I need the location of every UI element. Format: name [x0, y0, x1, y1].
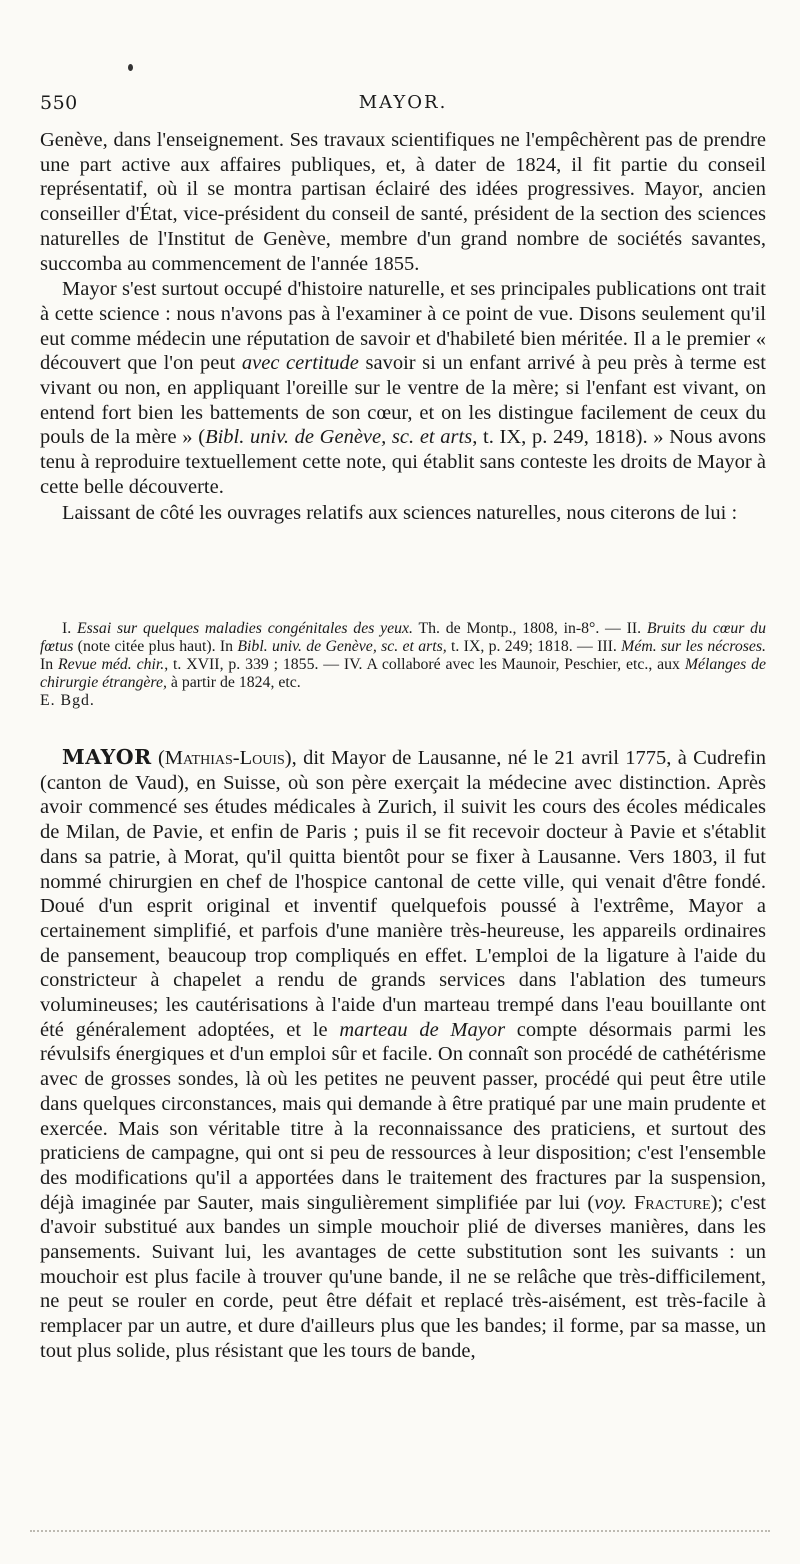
cross-reference: Fracture: [633, 1191, 711, 1214]
text-run: (note citée plus haut). In: [73, 638, 238, 655]
paragraph-career: Genève, dans l'enseignement. Ses travaux scientifiques ne l'empêchèrent pas de prendre une part active aux affaires publiques, et, à dater de 1824, il fit partie du conseil représentatif, où il se montra partisan éclairé des idées progressives. Mayor, ancien conseiller d'État, vice-président du conseil de santé, président de la section des sciences naturelles de l'Institut de Genève, membre d'un grand nombre de sociétés savantes, succomba au commencement de l'année 1855.: [40, 129, 766, 275]
text-run: Mayor s'est surtout occupé d'histoire naturelle, et ses principales publications ont trait à cette science : nous n'avons pas à l'examiner à ce point de vue. Disons seulement qu'il eut comme médecin une réputation de savoir et d'habileté bien méritée. Il a le premier « découvert que l'on peut: [40, 278, 766, 375]
paragraph-discovery: [40, 277, 766, 499]
bottom-dotted-rule: [30, 1524, 770, 1532]
work-title: Essai sur quelques maladies congénitales des yeux.: [76, 620, 414, 637]
entry-headword: MAYOR: [62, 745, 152, 769]
text-run: t. IX, p. 249; 1818. — III.: [446, 638, 622, 655]
text-run: ), dit Mayor de Lausanne, né le 21 avril 1775, à Cudrefin (canton de Vaud), en Suisse, où son père exerçait la médecine avec distinction. Après avoir commencé ses études médicales à Zurich, il suivit les cours des écoles médicales de Milan, de Pavie, et enfin de Paris ; puis il se fit recevoir docteur à Pavie et s'établit dans sa patrie, à Morat, qu'il quitta bientôt pour se fixer à Lausanne. Vers 1803, il fut nommé chirurgien en chef de l'hospice cantonal de cette ville, qui venait d'être fondé. Doué d'un esprit original et inventif quelquefois poussé à l'extrême, Mayor a certainement simplifié, et parfois d'une manière très-heureuse, les appareils ordinaires de pansement, beaucoup trop compliqués en effet. L'emploi de la ligature à l'aide du constricteur à chapelet a rendu de grands services dans l'ablation des tumeurs volumineuses; les cautérisations à l'aide d'un marteau trempé dans l'eau bouillante ont été généralement adoptées, et le: [40, 747, 766, 1041]
text-run: compte désormais parmi les révulsifs énergiques et d'un emploi sûr et facile. On connaît son procédé de cathétérisme avec de grosses sondes, là où les petites ne peuvent passer, procédé qui peut être utile dans quelques circonstances, mais qui demande à être pratiqué par une main prudente et exercée. Mais son véritable titre à la reconnaissance des praticiens, et surtout des praticiens de campagne, qui ont si peu de ressources à leur disposition; c'est l'ensemble des modifications qu'il a apportées dans le traitement des fractures par la suspension, déjà imaginée par Sauter, mais singulièrement simplifiée par lui (: [40, 1018, 766, 1214]
article-continuation: [40, 128, 766, 525]
text-run: Th. de Montp., 1808, in-8°. — II.: [413, 620, 647, 637]
work-title: Mélanges de chirurgie étrangère,: [40, 656, 766, 691]
italic-phrase: avec certitude: [241, 352, 359, 375]
text-run: , t. XVII, p. 339 ; 1855. — IV. A collaboré avec les Maunoir, Peschier, etc., aux: [164, 656, 685, 673]
journal-title: Revue méd. chir.: [58, 656, 165, 673]
journal-title: Bibl. univ. de Genève, sc. et arts,: [237, 638, 447, 655]
entry-given-names: Mathias-Louis: [164, 747, 285, 769]
text-run: savoir si un enfant arrivé à peu près à terme est vivant ou non, en appliquant l'oreille sur le ventre de la mère; si l'enfant est vivant, on entend fort bien les battements de son cœur, et on les distingue facilement de ceux du pouls de la mère » (: [40, 352, 766, 449]
ink-speck: [128, 64, 133, 71]
bibliography-list: [40, 620, 766, 692]
work-title: Mém. sur les nécroses.: [621, 638, 766, 655]
italic-phrase: marteau de Mayor: [339, 1018, 506, 1041]
text-run: à partir de 1824, etc.: [166, 674, 301, 691]
work-title: Bruits du cœur du fœtus: [40, 620, 766, 655]
text-run: I.: [62, 620, 77, 637]
page-header: [40, 92, 766, 120]
text-run: , t. IX, p. 249, 1818). » Nous avons tenu à reproduire textuellement cette note, qui établit sans conteste les droits de Mayor à cette belle découverte.: [40, 426, 766, 498]
paragraph-works-intro: Laissant de côté les ouvrages relatifs aux sciences naturelles, nous citerons de lui :: [62, 501, 738, 524]
running-head: MAYOR.: [358, 92, 448, 113]
author-signature: E. Bgd.: [40, 692, 95, 709]
text-run: ); c'est d'avoir substitué aux bandes un simple mouchoir plié de diverses manières, dans les pansements. Suivant lui, les avantages de cette substitution sont les suivants : un mouchoir est plus facile à trouver qu'une bande, il ne se relâche que très-difficilement, ne peut se rouler en corde, peut être défait et replacé très-aisément, est très-facile à remplacer par un autre, et dure d'ailleurs plus que les bandes; il forme, par sa masse, un tout plus solide, plus résistant que les tours de bande,: [40, 1191, 766, 1362]
italic-phrase: voy.: [594, 1191, 627, 1214]
citation-title: Bibl. univ. de Genève, sc. et arts: [205, 426, 473, 449]
page-number: 550: [40, 92, 78, 114]
new-entry-mayor-lausanne: [40, 745, 766, 1364]
entry-paragraph: MAYOR (Mathias-Louis), dit Mayor de Lausanne, né le 21 avril 1775, à Cudrefin (canton de Vaud), en Suisse, où son père exerçait la médecine avec distinction. Après avoir commencé ses études médicales à Zurich, il suivit les cours des écoles médicales de Milan, de Pavie, et enfin de Paris ; puis il se fit recevoir docteur à Pavie et s'établit dans sa patrie, à Morat, qu'il quitta bientôt pour se fixer à Lausanne. Vers 1803, il fut nommé chirurgien en chef de l'hospice cantonal de cette ville, qui venait d'être fondé. Doué d'un esprit original et inventif quelquefois poussé à l'extrême, Mayor a certainement simplifié, et parfois d'une manière très-heureuse, les appareils ordinaires de pansement, beaucoup trop compliqués en effet. L'emploi de la ligature à l'aide du constricteur à chapelet a rendu de grands services dans l'ablation des tumeurs volumineuses; les cautérisations à l'aide d'un marteau trempé dans l'eau bouillante ont été généralement adoptées, et le marteau de Mayor compte désormais parmi les révulsifs énergiques et d'un emploi sûr et facile. On connaît son procédé de cathétérisme avec de grosses sondes, là où les petites ne peuvent passer, procédé qui peut être utile dans quelques circonstances, mais qui demande à être pratiqué par une main prudente et exercée. Mais son véritable titre à la reconnaissance des praticiens, et surtout des praticiens de campagne, qui ont si peu de ressources à leur disposition; c'est l'ensemble des modifications qu'il a apportées dans le traitement des fractures par la suspension, déjà imaginée par Sauter, mais singulièrement simplifiée par lui (voy. Fracture); c'est d'avoir substitué aux bandes un simple mouchoir plié de diverses manières, dans les pansements. Suivant lui, les avantages de cette substitution sont les suivants : un mouchoir est plus facile à trouver qu'une bande, il ne se relâche que très-difficilement, ne peut se rouler en corde, peut être défait et replacé très-aisément, est très-facile à remplacer par un autre, et dure d'ailleurs plus que les bandes; il forme, par sa masse, un tout plus solide, plus résistant que les tours de bande,: [40, 745, 766, 1362]
bibliography: [40, 620, 766, 710]
text-run: In: [40, 656, 59, 673]
